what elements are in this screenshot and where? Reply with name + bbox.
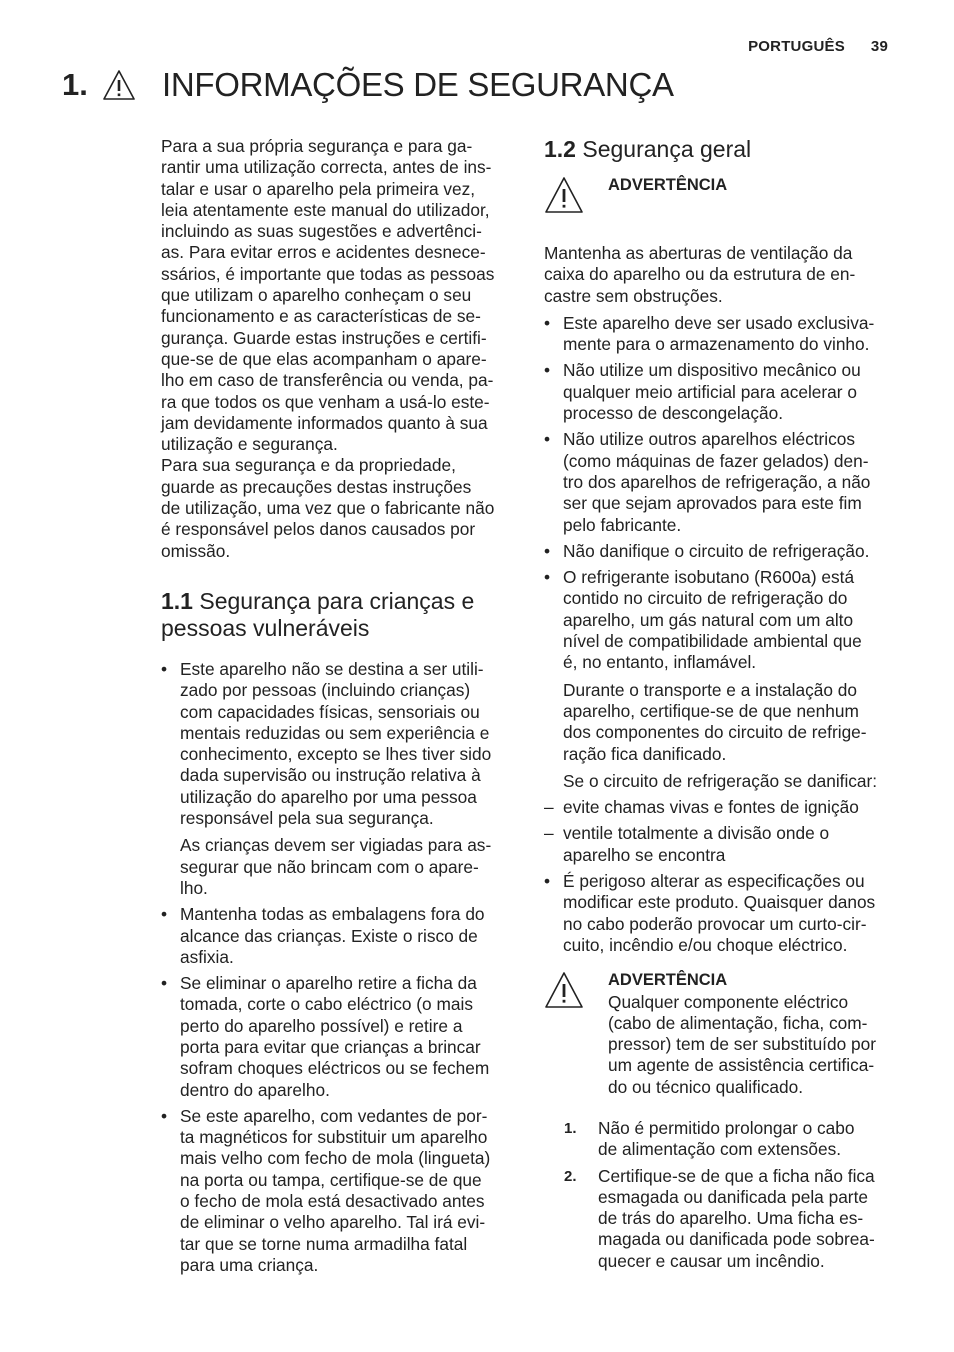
list-item <box>544 567 896 866</box>
list-item: • Não utilize outros aparelhos eléctricos (como máquinas de fazer gelados) den- tro dos aparelhos de refrigeração, a não ser que sejam aprovados para este fim pelo fabricante. <box>544 429 896 535</box>
damage-steps-list <box>544 797 896 866</box>
list-item: • É perigoso alterar as especificações ou modificar este produto. Quaisquer danos no cabo poderão provocar um curto-cir- cuito, incêndio e/ou choque eléctrico. <box>544 871 896 956</box>
page-header <box>748 38 888 55</box>
item-number: 1. <box>564 1119 577 1137</box>
numbered-item <box>564 1118 896 1161</box>
warning-triangle-icon <box>544 175 584 215</box>
list-item: • Não danifique o circuito de refrigeração. <box>544 541 896 562</box>
warning-block-electrical <box>544 970 896 1098</box>
section-number: 1.1 <box>161 587 193 614</box>
dash-item: – evite chamas vivas e fontes de ignição <box>544 797 896 818</box>
item-text: Não é permitido prolongar o cabo de alimentação com extensões. <box>598 1117 855 1160</box>
cable-instructions-list <box>564 1118 896 1272</box>
left-column <box>161 136 513 1281</box>
warning-triangle-icon <box>544 970 584 1010</box>
list-item: • Se este aparelho, com vedantes de por- ta magnéticos for substituir um aparelho mais velho com fecho de mola (lingueta) na porta ou tampa, certifique-se de que o fecho de mola está desactivado antes de eliminar o velho aparelho. Tal irá evi- tar que se torne numa armadilha fatal para uma criança. <box>161 1106 513 1276</box>
list-item-extra: Durante o transporte e a instalação do aparelho, certifique-se de que nenhum dos componentes do circuito de refrige- ração fica danificado. <box>563 679 867 764</box>
list-item: • Não utilize um dispositivo mecânico ou qualquer meio artificial para acelerar o processo de descongelação. <box>544 360 896 424</box>
page-number: 39 <box>870 38 888 55</box>
section-1-1-heading <box>161 588 513 642</box>
list-item <box>161 659 513 899</box>
section-title: Segurança para crianças e pessoas vulneráveis <box>161 587 475 641</box>
list-item: • Este aparelho deve ser usado exclusiva- mente para o armazenamento do vinho. <box>544 313 896 356</box>
chapter-title: INFORMAÇÕES DE SEGURANÇA <box>162 66 674 103</box>
children-safety-list <box>161 659 513 1276</box>
warning-triangle-icon <box>102 68 136 102</box>
chapter-heading <box>62 66 674 104</box>
numbered-item <box>564 1166 896 1272</box>
item-number: 2. <box>564 1167 577 1185</box>
intro-paragraph: Para a sua própria segurança e para ga- rantir uma utilização correcta, antes de ins- talar e usar o aparelho pela primeira vez, leia atentamente este manual do utilizador, incluindo as suas sugestões e advertênci- as. Para evitar erros e acidentes desnece- ssários, é importante que todas as pessoas que utilizam o aparelho conheçam o seu funcionamento e as características de se- gurança. Guarde estas instruções e certifi- que-se de que elas acompanham o apare- lho em caso de transferência ou venda, pa- ra que todos os que venham a usá-lo este- jam devidamente informados quanto à sua utilização e segurança. <box>161 136 495 455</box>
list-item-extra: Se o circuito de refrigeração se danificar: <box>563 770 878 791</box>
ventilation-paragraph: Mantenha as aberturas de ventilação da caixa do aparelho ou da estrutura de en- castre sem obstruções. <box>544 243 856 306</box>
intro-paragraph: Para sua segurança e da propriedade, guarde as precauções destas instruções de utilização, uma vez que o fabricante não é responsável pelos danos causados por omissão. <box>161 455 495 561</box>
dash-item: – ventile totalmente a divisão onde o aparelho se encontra <box>544 823 896 866</box>
list-item: • Se eliminar o aparelho retire a ficha da tomada, corte o cabo eléctrico (o mais perto do aparelho possível) e retire a porta para evitar que crianças a brincar sofram choques eléctricos ou se fechem dentro do aparelho. <box>161 973 513 1101</box>
list-item-extra: As crianças devem ser vigiadas para as- segurar que não brincam com o apare- lho. <box>180 835 492 898</box>
list-item-text: Este aparelho não se destina a ser utili- zado por pessoas (incluindo crianças) com capacidades físicas, sensoriais ou mentais reduzidas ou sem experiência e conhecimento, excepto se lhes tiver sido dada supervisão ou instrução relativa à utilização do aparelho por uma pessoa responsável pela sua segurança. <box>180 658 492 829</box>
general-safety-list <box>544 313 896 956</box>
list-item-text: O refrigerante isobutano (R600a) está contido no circuito de refrigeração do aparelho, um gás natural com um alto nível de compatibilidade ambiental que é, no entanto, inflamável. <box>563 567 862 673</box>
warning-block <box>544 175 896 239</box>
header-language: PORTUGUÊS <box>748 38 845 55</box>
item-text: Certifique-se de que a ficha não fica esmagada ou danificada pela parte de trás do aparelho. Uma ficha es- magada ou danificada pode sobrea- quecer e causar um incêndio. <box>598 1165 875 1271</box>
section-1-2-heading <box>544 136 896 163</box>
warning-text: Qualquer componente eléctrico (cabo de alimentação, ficha, com- pressor) tem de ser substituído por um agente de assistência certifica- do ou técnico qualificado. <box>608 991 876 1097</box>
section-title: Segurança geral <box>582 136 752 162</box>
section-number: 1.2 <box>544 136 576 162</box>
right-column <box>544 136 896 1277</box>
warning-label: ADVERTÊNCIA <box>608 971 728 990</box>
list-item: • Mantenha todas as embalagens fora do alcance das crianças. Existe o risco de asfixia. <box>161 904 513 968</box>
warning-label: ADVERTÊNCIA <box>608 176 728 194</box>
chapter-number: 1. <box>62 67 88 102</box>
